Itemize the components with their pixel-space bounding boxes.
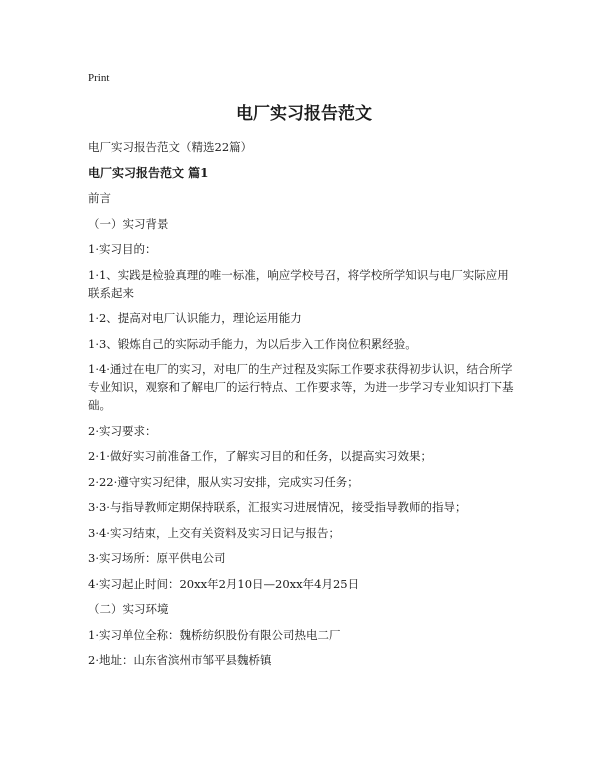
body-paragraph: （一）实习背景 — [88, 216, 169, 231]
body-paragraph: 2·实习要求： — [88, 423, 157, 438]
body-paragraph: 3·3·与指导教师定期保持联系，汇报实习进展情况，接受指导教师的指导； — [88, 500, 467, 514]
document-body — [88, 138, 520, 669]
body-paragraph: 4·实习起止时间：20xx年2月10日—20xx年4月25日 — [88, 576, 360, 591]
body-paragraph: 前言 — [88, 191, 111, 205]
body-paragraph: 1·1、实践是检验真理的唯一标准，响应学校号召，将学校所学知识与电厂实际应用联系起来 — [88, 267, 509, 300]
body-paragraph: 2·地址：山东省滨州市邹平县魏桥镇 — [88, 653, 272, 667]
document-title: 电厂实习报告范文 — [236, 104, 372, 124]
body-paragraph: 1·4·通过在电厂的实习，对电厂的生产过程及实际工作要求获得初步认识，结合所学专业知识，观察和了解电厂的运行特点、工作要求等，为进一步学习专业知识打下基础。 — [88, 362, 514, 412]
body-paragraph: （二）实习环境 — [88, 602, 169, 616]
body-paragraph: 电厂实习报告范文（精选22篇） — [88, 140, 253, 154]
body-paragraph: 1·3、锻炼自己的实际动手能力，为以后步入工作岗位积累经验。 — [88, 336, 417, 351]
body-paragraph: 2·1·做好实习前准备工作，了解实习目的和任务，以提高实习效果； — [88, 449, 432, 463]
body-paragraph: 3·4·实习结束，上交有关资料及实习日记与报告； — [88, 525, 340, 540]
body-paragraph: 3·实习场所：原平供电公司 — [88, 551, 226, 565]
body-paragraph: 2·22·遵守实习纪律，服从实习安排，完成实习任务； — [88, 474, 359, 489]
body-paragraph: 1·实习单位全称：魏桥纺织股份有限公司热电二厂 — [88, 627, 341, 642]
print-label: Print — [88, 72, 110, 84]
body-paragraph: 1·2、提高对电厂认识能力，理论运用能力 — [88, 311, 302, 325]
body-paragraph: 1·实习目的： — [88, 242, 157, 256]
section-heading: 电厂实习报告范文 篇1 — [88, 165, 209, 180]
